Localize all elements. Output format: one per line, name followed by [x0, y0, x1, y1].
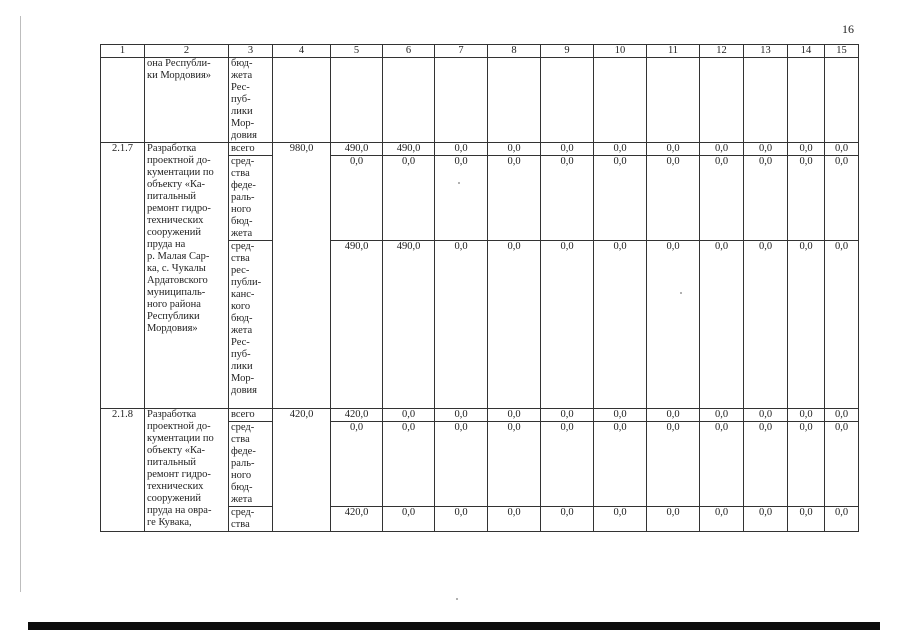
value-cell: 0,0: [788, 156, 825, 241]
item-name-line: сооружений: [147, 493, 202, 504]
column-number-cell: 4: [273, 45, 331, 58]
funding-source-line: рес-: [231, 265, 250, 276]
funding-source-line: бюд-: [231, 313, 253, 324]
column-number-cell: 2: [145, 45, 229, 58]
funding-source-line: ного: [231, 470, 252, 481]
value-cell: 0,0: [788, 422, 825, 507]
funding-source-line: феде-: [231, 180, 256, 191]
value-cell: [488, 58, 541, 143]
value-cell: 0,0: [594, 507, 647, 532]
column-number-cell: 10: [594, 45, 647, 58]
value-cell: 0,0: [594, 241, 647, 409]
item-total-row: [101, 143, 859, 156]
funding-source-line: раль-: [231, 192, 255, 203]
funding-source-cell: [229, 422, 273, 507]
funding-source-cell: [229, 507, 273, 532]
value-cell: 0,0: [647, 241, 700, 409]
value-cell: [541, 58, 594, 143]
funding-source-line: ства: [231, 253, 250, 264]
value-cell: 0,0: [700, 507, 744, 532]
value-cell: 0,0: [744, 409, 788, 422]
value-cell: 0,0: [488, 143, 541, 156]
item-name-line: технических: [147, 481, 204, 492]
value-cell: 0,0: [541, 143, 594, 156]
item-name-line: Республики: [147, 311, 200, 322]
value-cell: 0,0: [647, 507, 700, 532]
value-cell: 0,0: [331, 422, 383, 507]
column-number-cell: 15: [825, 45, 859, 58]
item-name-line: объекту «Ка-: [147, 445, 205, 456]
value-cell: 0,0: [541, 507, 594, 532]
funding-source-cell: [229, 241, 273, 409]
value-cell: [435, 58, 488, 143]
item-code-cell: 2.1.7: [101, 143, 145, 409]
scan-speck: [458, 182, 460, 184]
funding-source-line: жета: [231, 228, 253, 239]
value-cell: [647, 58, 700, 143]
funding-source-line: Мор-: [231, 373, 255, 384]
funding-source-line: ства: [231, 434, 250, 445]
value-cell: 420,0: [331, 409, 383, 422]
value-cell: 0,0: [594, 156, 647, 241]
funding-source-cell: [229, 156, 273, 241]
column-number-cell: 11: [647, 45, 700, 58]
value-cell: 0,0: [700, 409, 744, 422]
value-cell: 0,0: [435, 241, 488, 409]
value-cell: 0,0: [435, 422, 488, 507]
value-cell: 0,0: [647, 156, 700, 241]
item-name-line: проектной до-: [147, 155, 211, 166]
value-cell: 490,0: [331, 143, 383, 156]
value-cell: 0,0: [541, 422, 594, 507]
item-name-line: ге Кувака,: [147, 517, 192, 528]
value-cell: 0,0: [700, 241, 744, 409]
value-cell: 0,0: [541, 409, 594, 422]
item-name-line: питальный: [147, 457, 197, 468]
item-name-line: кументации по: [147, 433, 214, 444]
item-name-line: Мордовия»: [147, 323, 198, 334]
value-cell: 0,0: [541, 241, 594, 409]
value-cell: 490,0: [331, 241, 383, 409]
total-amount-cell: 980,0: [273, 143, 331, 409]
value-cell: 0,0: [700, 156, 744, 241]
funding-source-line: жета: [231, 70, 253, 81]
item-name-line: кументации по: [147, 167, 214, 178]
funding-source-line: сред-: [231, 507, 255, 518]
value-cell: 0,0: [744, 507, 788, 532]
value-cell: 0,0: [383, 156, 435, 241]
item-name-line: ремонт гидро-: [147, 203, 211, 214]
total-amount-cell: 420,0: [273, 409, 331, 532]
value-cell: 0,0: [594, 409, 647, 422]
value-cell: 0,0: [647, 422, 700, 507]
value-cell: 0,0: [788, 143, 825, 156]
item-name-line: Ардатовского: [147, 275, 208, 286]
value-cell: 420,0: [331, 507, 383, 532]
item-name-line: объекту «Ка-: [147, 179, 205, 190]
value-cell: 0,0: [488, 241, 541, 409]
value-cell: 0,0: [700, 143, 744, 156]
item-name-line: ного района: [147, 299, 201, 310]
column-number-row: [101, 45, 859, 58]
scan-bottom-bar: [28, 622, 880, 630]
funding-source-line: ства: [231, 519, 250, 530]
item-name-cell: [145, 143, 229, 409]
funding-source-line: ства: [231, 168, 250, 179]
item-name-line: она Республи-: [147, 58, 211, 69]
value-cell: 0,0: [825, 422, 859, 507]
value-cell: 0,0: [744, 422, 788, 507]
value-cell: 0,0: [825, 409, 859, 422]
funding-source-line: Мор-: [231, 118, 255, 129]
value-cell: 0,0: [383, 409, 435, 422]
value-cell: 0,0: [825, 507, 859, 532]
total-amount-cell: [273, 58, 331, 143]
value-cell: 0,0: [744, 143, 788, 156]
column-number-cell: 13: [744, 45, 788, 58]
value-cell: 0,0: [594, 422, 647, 507]
column-number-cell: 1: [101, 45, 145, 58]
item-name-line: ка, с. Чукалы: [147, 263, 206, 274]
column-number-cell: 8: [488, 45, 541, 58]
value-cell: 0,0: [647, 409, 700, 422]
value-cell: 0,0: [788, 409, 825, 422]
code-cell: [101, 58, 145, 143]
funding-source-line: бюд-: [231, 58, 253, 69]
item-name-line: муниципаль-: [147, 287, 206, 298]
value-cell: 490,0: [383, 241, 435, 409]
value-cell: 0,0: [788, 507, 825, 532]
funding-source-line: сред-: [231, 156, 255, 167]
funding-source-line: жета: [231, 325, 253, 336]
value-cell: 0,0: [825, 241, 859, 409]
value-cell: 0,0: [647, 143, 700, 156]
funding-source-line: канс-: [231, 289, 255, 300]
item-name-line: Разработка: [147, 409, 197, 420]
funding-source-line: лики: [231, 106, 253, 117]
funding-source-cell: [229, 58, 273, 143]
column-number-cell: 12: [700, 45, 744, 58]
funding-source-line: лики: [231, 361, 253, 372]
value-cell: 0,0: [331, 156, 383, 241]
column-number-cell: 5: [331, 45, 383, 58]
item-name-line: пруда на: [147, 239, 186, 250]
column-number-cell: 3: [229, 45, 273, 58]
value-cell: [331, 58, 383, 143]
funding-source-line: раль-: [231, 458, 255, 469]
funding-source-line: публи-: [231, 277, 262, 288]
funding-source-line: пуб-: [231, 349, 251, 360]
page-edge-rule: [20, 16, 21, 592]
value-cell: [788, 58, 825, 143]
item-name-line: питальный: [147, 191, 197, 202]
value-cell: 0,0: [788, 241, 825, 409]
funding-source-line: жета: [231, 494, 253, 505]
continuation-row: [101, 58, 859, 143]
funding-source-line: ного: [231, 204, 252, 215]
funding-source-line: феде-: [231, 446, 256, 457]
value-cell: [383, 58, 435, 143]
funding-source-cell: всего: [229, 409, 273, 422]
value-cell: 0,0: [744, 156, 788, 241]
value-cell: [744, 58, 788, 143]
item-total-row: [101, 409, 859, 422]
value-cell: [825, 58, 859, 143]
value-cell: 0,0: [488, 156, 541, 241]
item-name-line: ремонт гидро-: [147, 469, 211, 480]
item-name-line: р. Малая Сар-: [147, 251, 210, 262]
value-cell: 490,0: [383, 143, 435, 156]
value-cell: 0,0: [435, 156, 488, 241]
value-cell: 0,0: [488, 409, 541, 422]
value-cell: 0,0: [435, 507, 488, 532]
item-name-line: технических: [147, 215, 204, 226]
item-code-cell: 2.1.8: [101, 409, 145, 532]
value-cell: 0,0: [825, 143, 859, 156]
funding-source-line: довия: [231, 130, 257, 141]
funding-source-line: сред-: [231, 241, 255, 252]
page-number: 16: [842, 22, 854, 36]
item-name-line: пруда на овра-: [147, 505, 212, 516]
column-number-cell: 9: [541, 45, 594, 58]
column-number-cell: 14: [788, 45, 825, 58]
value-cell: [700, 58, 744, 143]
funding-source-line: Рес-: [231, 337, 250, 348]
value-cell: 0,0: [383, 422, 435, 507]
funding-source-line: бюд-: [231, 482, 253, 493]
scan-speck: [456, 598, 458, 600]
funding-source-line: Рес-: [231, 82, 250, 93]
value-cell: 0,0: [488, 422, 541, 507]
value-cell: 0,0: [744, 241, 788, 409]
column-number-cell: 6: [383, 45, 435, 58]
value-cell: 0,0: [488, 507, 541, 532]
item-name-line: ки Мордовия»: [147, 70, 212, 81]
item-name-line: сооружений: [147, 227, 202, 238]
item-name-cell: [145, 58, 229, 143]
value-cell: 0,0: [435, 143, 488, 156]
value-cell: [594, 58, 647, 143]
item-name-line: проектной до-: [147, 421, 211, 432]
funding-source-cell: всего: [229, 143, 273, 156]
value-cell: 0,0: [825, 156, 859, 241]
funding-source-line: бюд-: [231, 216, 253, 227]
funding-source-line: пуб-: [231, 94, 251, 105]
funding-source-line: кого: [231, 301, 251, 312]
column-number-cell: 7: [435, 45, 488, 58]
value-cell: 0,0: [700, 422, 744, 507]
funding-source-line: сред-: [231, 422, 255, 433]
item-name-line: Разработка: [147, 143, 197, 154]
funding-source-line: довия: [231, 385, 257, 396]
item-name-cell: [145, 409, 229, 532]
value-cell: 0,0: [594, 143, 647, 156]
value-cell: 0,0: [435, 409, 488, 422]
scan-speck: [680, 292, 682, 294]
value-cell: 0,0: [383, 507, 435, 532]
budget-table: [100, 44, 859, 532]
value-cell: 0,0: [541, 156, 594, 241]
